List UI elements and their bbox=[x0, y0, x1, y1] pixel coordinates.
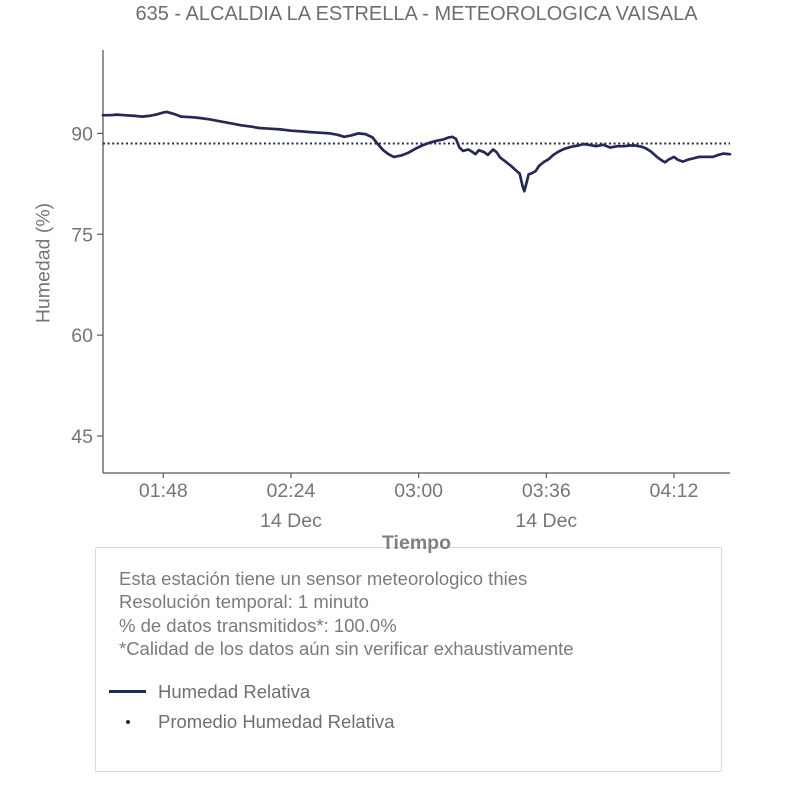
y-tick-label: 60 bbox=[71, 325, 93, 348]
legend-notes bbox=[96, 548, 721, 661]
legend-note-transmitted: % de datos transmitidos*: 100.0% bbox=[119, 614, 397, 636]
legend-entry-promedio-humedad-relativa bbox=[96, 707, 721, 737]
legend-entry-humedad-relativa bbox=[96, 677, 721, 707]
solid-line-swatch-icon bbox=[109, 690, 146, 693]
humidity-series-line bbox=[103, 112, 730, 191]
dotted-line-swatch-icon bbox=[126, 720, 130, 724]
x-axis-title: Tiempo bbox=[382, 532, 451, 554]
legend-marker-cell bbox=[109, 720, 146, 724]
legend-marker-cell bbox=[109, 690, 146, 693]
y-tick-label: 75 bbox=[71, 224, 93, 247]
y-axis-title: Humedad (%) bbox=[32, 202, 55, 324]
x-tick-label: 02:24 bbox=[266, 480, 316, 502]
x-tick-label: 03:00 bbox=[394, 480, 444, 502]
legend-entry-label: Promedio Humedad Relativa bbox=[158, 710, 395, 732]
x-date-label: 14 Dec bbox=[260, 510, 322, 532]
legend-entries bbox=[96, 677, 721, 737]
legend-note-quality: *Calidad de los datos aún sin verificar exhaustivamente bbox=[119, 638, 574, 660]
x-tick-label: 03:36 bbox=[521, 480, 571, 502]
legend-note-sensor: Esta estación tiene un sensor meteorologico thies bbox=[119, 568, 528, 589]
legend-entry-label: Humedad Relativa bbox=[158, 680, 311, 702]
x-tick-label: 01:48 bbox=[138, 480, 188, 502]
chart-title: 635 - ALCALDIA LA ESTRELLA - METEOROLOGICA VAISALA bbox=[135, 3, 698, 25]
x-date-label: 14 Dec bbox=[515, 510, 578, 532]
legend-note-resolution: Resolución temporal: 1 minuto bbox=[119, 591, 369, 613]
x-tick-label: 04:12 bbox=[649, 480, 699, 502]
legend-box bbox=[95, 547, 722, 772]
y-tick-label: 45 bbox=[71, 426, 93, 449]
y-tick-label: 90 bbox=[71, 123, 93, 146]
